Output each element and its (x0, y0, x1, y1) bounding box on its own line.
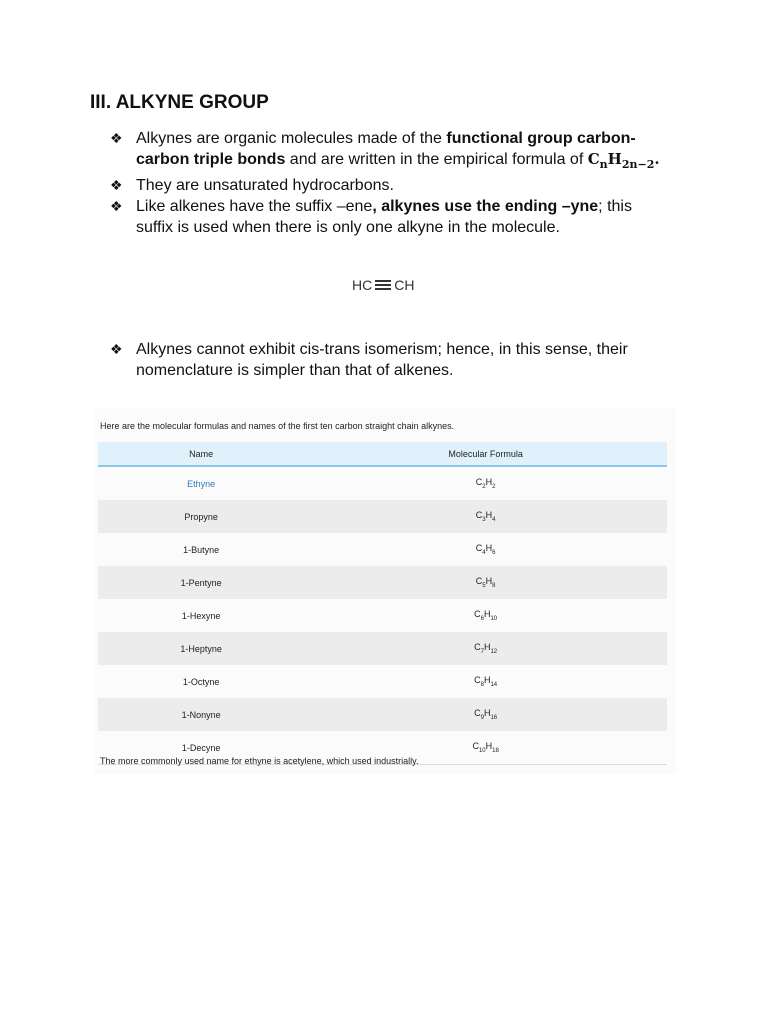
table-row (98, 599, 667, 632)
molecular-formula: $C_8H_{14}$ (474, 675, 498, 688)
section-heading: III. ALKYNE GROUP (90, 92, 269, 113)
alkyne-name: 1-Butyne (183, 544, 220, 555)
alkyne-name: 1-Hexyne (181, 610, 221, 621)
molecular-formula: $C_9H_{16}$ (304, 698, 667, 731)
diamond-bullet-icon: ❖ (110, 198, 123, 214)
empirical-formula: $C_nH_{2n-2}$. (587, 150, 660, 171)
molecular-formula: $C_7H_{12}$ (304, 632, 667, 665)
table-header-row (98, 442, 667, 466)
diamond-bullet-icon: ❖ (110, 341, 123, 357)
bullet-item (110, 175, 670, 196)
molecular-formula: $C_2H_2$ (475, 477, 496, 490)
structure-left-label: HC (352, 277, 373, 293)
table-row (98, 466, 667, 500)
bullet-text: Alkynes cannot exhibit cis-trans isomerism; hence, in this sense, their nomenclature is simpler than that of alkenes. (136, 341, 628, 379)
alkyne-name: 1-Heptyne (98, 632, 304, 665)
triple-bond-icon (375, 280, 391, 290)
molecular-formula: $C_3H_4$ (304, 500, 667, 533)
table-footnote: The more commonly used name for ethyne is acetylene, which used industrially. (100, 756, 419, 766)
table-row (98, 566, 667, 599)
table-row (98, 632, 667, 665)
table-row (98, 665, 667, 698)
bullet-list-intro (110, 128, 670, 238)
bullet-item (110, 339, 670, 381)
alkyne-table (98, 442, 667, 765)
alkyne-name-link[interactable]: Ethyne (187, 478, 216, 489)
bullet-text: They are unsaturated hydrocarbons. (136, 177, 394, 194)
alkyne-name: Propyne (98, 500, 304, 533)
bullet-text: Like alkenes have the suffix –ene, alkynes use the ending –yne; this suffix is used when there is only one alkyne in the molecule. (136, 198, 632, 236)
bullet-list-isomerism (110, 339, 670, 381)
table-row (98, 698, 667, 731)
alkyne-name: 1-Nonyne (98, 698, 304, 731)
ethyne-structure (352, 277, 414, 293)
alkyne-name: 1-Decyne (98, 731, 304, 765)
molecular-formula: $C_{10}H_{18}$ (304, 731, 667, 765)
structure-right-label: CH (394, 277, 415, 293)
alkyne-name: 1-Octyne (182, 676, 220, 687)
alkyne-name: 1-Pentyne (98, 566, 304, 599)
column-header-name: Name (98, 442, 304, 466)
bullet-item (110, 128, 670, 175)
table-row (98, 533, 667, 566)
molecular-formula: $C_5H_8$ (304, 566, 667, 599)
table-row (98, 500, 667, 533)
molecular-formula: $C_4H_6$ (475, 543, 496, 556)
column-header-formula: Molecular Formula (304, 442, 667, 466)
bullet-text: Alkynes are organic molecules made of the functional group carbon-carbon triple bonds and are written in the empirical formula of $C_nH_{2n-2}$. (136, 130, 660, 171)
diamond-bullet-icon: ❖ (110, 130, 123, 146)
bullet-item (110, 196, 670, 238)
molecular-formula: $C_6H_{10}$ (474, 609, 498, 622)
table-caption: Here are the molecular formulas and names of the first ten carbon straight chain alkynes. (100, 421, 455, 431)
alkyne-table-panel (94, 408, 676, 774)
diamond-bullet-icon: ❖ (110, 177, 123, 193)
